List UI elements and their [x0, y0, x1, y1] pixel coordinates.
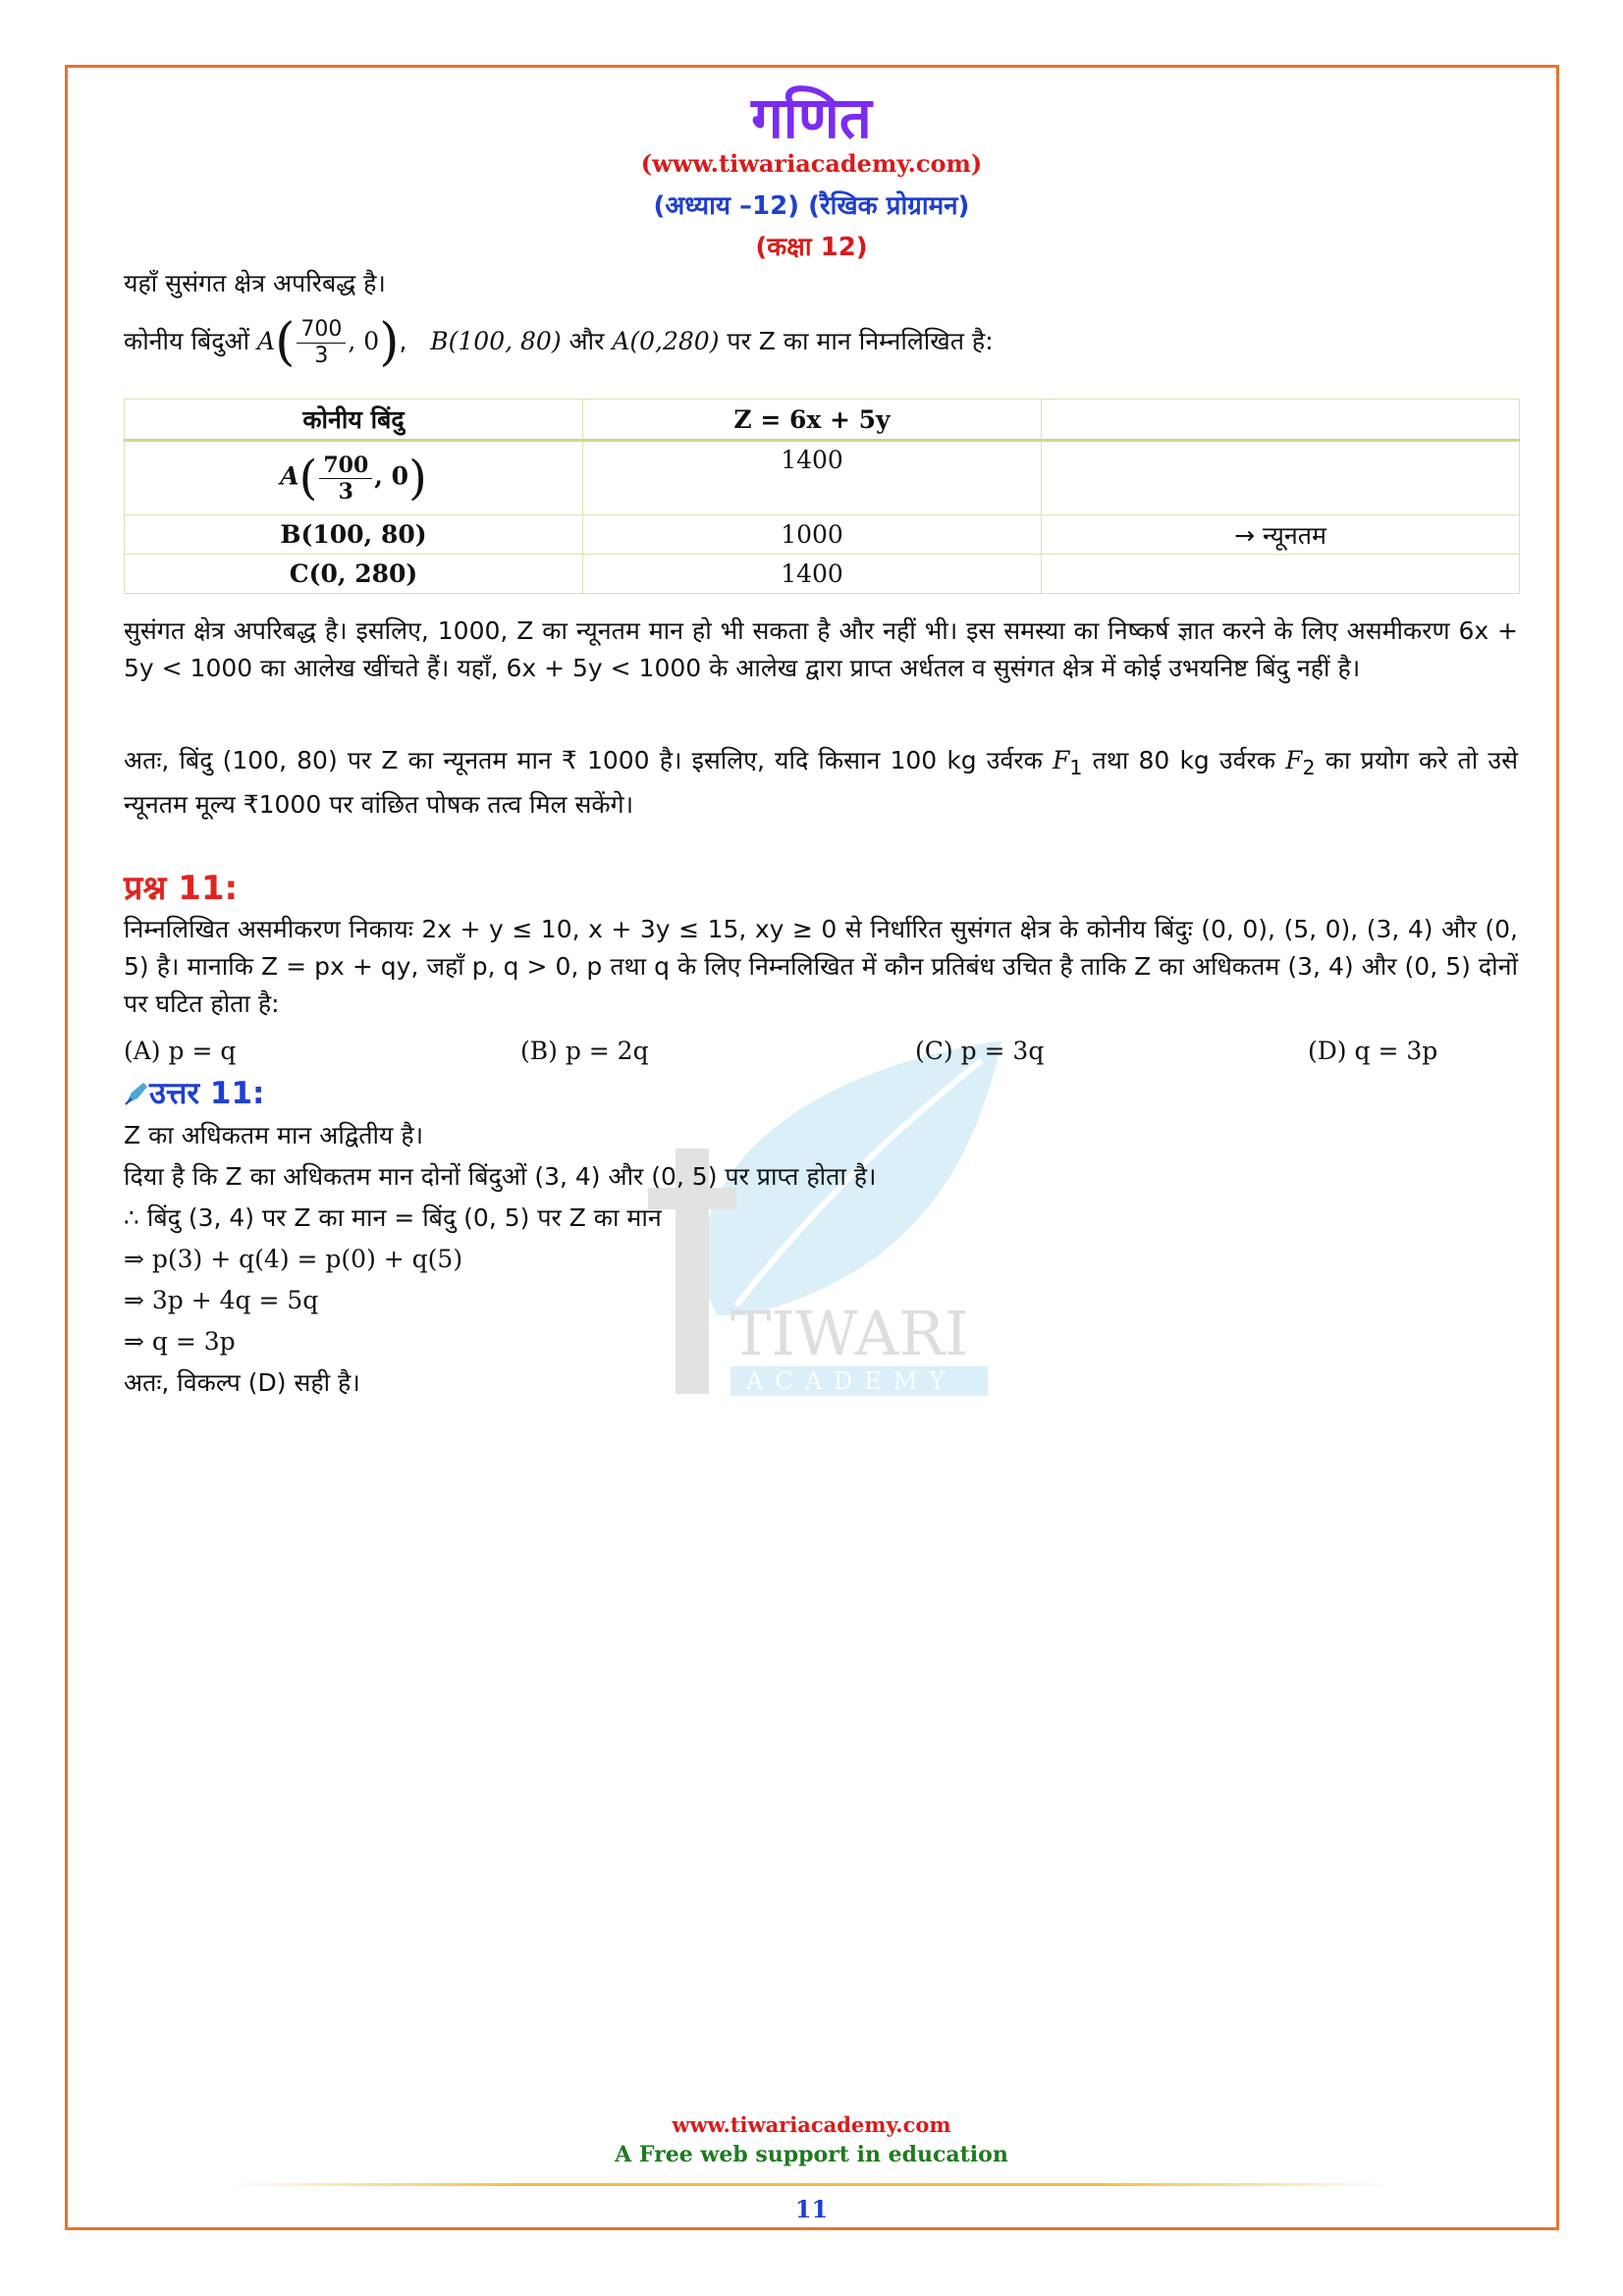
footer-url: www.tiwariacademy.com: [672, 2112, 951, 2137]
answer-line: दिया है कि Z का अधिकतम मान दोनों बिंदुओं (3, 4) और (0, 5) पर प्राप्त होता है।: [124, 1162, 877, 1191]
class-heading: (कक्षा 12): [755, 233, 868, 262]
table-cell-point-a: [125, 441, 583, 515]
question-heading: प्रश्न 11:: [124, 869, 239, 908]
intro-point-c: A(0,280): [612, 327, 720, 355]
table-header-cell: कोनीय बिंदु: [125, 400, 583, 441]
table-row: [125, 441, 1520, 515]
watermark-text: TIWARI: [730, 1298, 969, 1369]
answer-line: Z का अधिकतम मान अद्वितीय है।: [124, 1121, 424, 1149]
table-row: [125, 555, 1520, 594]
option-c: (C) p = 3q: [915, 1037, 1045, 1065]
page-number: 11: [794, 2195, 829, 2223]
intro-paren-open: (: [275, 313, 296, 372]
intro-line-1: यहाँ सुसंगत क्षेत्र अपरिबद्ध है।: [124, 269, 386, 297]
intro-fraction-numerator: 700: [297, 317, 346, 344]
intro-point-a-label: A: [257, 327, 276, 355]
table-fraction-denominator: 3: [338, 478, 353, 505]
fertilizer-f2-sub: 2: [1302, 756, 1316, 779]
answer-heading: [124, 1072, 264, 1113]
intro-point-b: B(100, 80): [430, 327, 562, 355]
table-row: [125, 515, 1520, 555]
table-cell-note: → न्यूनतम: [1042, 515, 1520, 555]
table-fraction-numerator: 700: [319, 453, 372, 479]
option-a: (A) p = q: [124, 1037, 237, 1065]
page-title: गणित: [751, 84, 872, 151]
answer-heading-text: उत्तर 11:: [149, 1076, 265, 1111]
option-b: (B) p = 2q: [520, 1037, 649, 1065]
pen-icon: [124, 1081, 149, 1106]
answer-line: ⇒ 3p + 4q = 5q: [124, 1286, 319, 1314]
header-url: (www.tiwariacademy.com): [640, 149, 983, 178]
corner-points-table: [124, 399, 1520, 594]
table-header-row: [125, 400, 1520, 441]
fertilizer-f2: F: [1285, 746, 1303, 774]
answer-line: अतः, विकल्प (D) सही है।: [124, 1368, 360, 1397]
intro-fraction: [297, 317, 346, 369]
intro-point-a-rest: , 0: [348, 327, 380, 355]
fertilizer-f1-sub: 1: [1069, 756, 1083, 779]
conclusion-text-3: का प्रयोग करे तो उसे न्यूनतम मूल्य ₹1000 पर वांछित पोषक तत्व मिल सकेंगे।: [124, 746, 1518, 819]
footer-divider: [226, 2183, 1394, 2186]
table-cell-z: 1400: [583, 441, 1042, 515]
chapter-heading: (अध्याय –12) (रैखिक प्रोग्रामन): [653, 191, 970, 221]
paragraph-conclusion: [124, 742, 1518, 824]
fertilizer-f1: F: [1052, 746, 1070, 774]
watermark-sub-text: ACADEMY: [746, 1367, 957, 1395]
intro-suffix: पर Z का मान निम्नलिखित है:: [727, 327, 994, 355]
table-cell-z: 1400: [583, 555, 1042, 594]
conclusion-text-1: अतः, बिंदु (100, 80) पर Z का न्यूनतम मान ₹ 1000 है। इसलिए, यदि किसान 100 kg उर्वरक: [124, 746, 1053, 774]
option-d: (D) q = 3p: [1308, 1037, 1438, 1065]
table-cell-note: [1042, 441, 1520, 515]
answer-line: ⇒ q = 3p: [124, 1327, 236, 1356]
question-text: निम्नलिखित असमीकरण निकायः 2x + y ≤ 10, x + 3y ≤ 15, xy ≥ 0 से निर्धारित सुसंगत क्षेत्र के कोनीय बिंदुः (0, 0), (5, 0), (3, 4) और (0, 5) है। मानाकि Z = px + qy, जहाँ p, q > 0, p तथा q के लिए निम्नलिखित में कौन प्रतिबंध उचित है ताकि Z का अधिकतम (3, 4) और (0, 5) दोनों पर घटित होता है:: [124, 915, 1518, 1018]
table-header-cell: Z = 6x + 5y: [583, 400, 1042, 441]
table-paren-open: (: [298, 451, 318, 506]
intro-line-2: कोनीय बिंदुओं A( $\frac{700}{3}$ , 0), B(100, 80) और A(0,280) पर Z का मान निम्नलिखित है:: [124, 313, 994, 372]
table-point-a-rest: , 0: [374, 461, 409, 491]
table-cell-z: 1000: [583, 515, 1042, 555]
intro-paren-close: ): [379, 313, 400, 372]
conclusion-text-2: तथा 80 kg उर्वरक: [1082, 746, 1286, 774]
table-fraction: [319, 453, 372, 505]
table-header-cell: [1042, 400, 1520, 441]
intro-prefix: कोनीय बिंदुओं: [124, 327, 250, 355]
intro-fraction-denominator: 3: [314, 343, 329, 368]
answer-line: ∴ बिंदु (3, 4) पर Z का मान = बिंदु (0, 5) पर Z का मान: [124, 1203, 662, 1232]
paragraph-unbounded: सुसंगत क्षेत्र अपरिबद्ध है। इसलिए, 1000, Z का न्यूनतम मान हो भी सकता है और नहीं भी। इस समस्या का निष्कर्ष ज्ञात करने के लिए असमीकरण 6x + 5y < 1000 का आलेख खींचते हैं। यहाँ, 6x + 5y < 1000 के आलेख द्वारा प्राप्त अर्धतल व सुसंगत क्षेत्र में कोई उभयनिष्ट बिंदु नहीं है।: [124, 616, 1518, 682]
intro-and: और: [568, 327, 605, 355]
footer-tagline: A Free web support in education: [615, 2142, 1008, 2167]
table-cell-point: C(0, 280): [125, 555, 583, 594]
table-point-a-label: A: [280, 461, 299, 491]
table-cell-point: B(100, 80): [125, 515, 583, 555]
table-paren-close: ): [408, 451, 427, 506]
answer-line: ⇒ p(3) + q(4) = p(0) + q(5): [124, 1245, 463, 1273]
answer-body: [124, 1115, 1518, 1404]
table-cell-note: [1042, 555, 1520, 594]
